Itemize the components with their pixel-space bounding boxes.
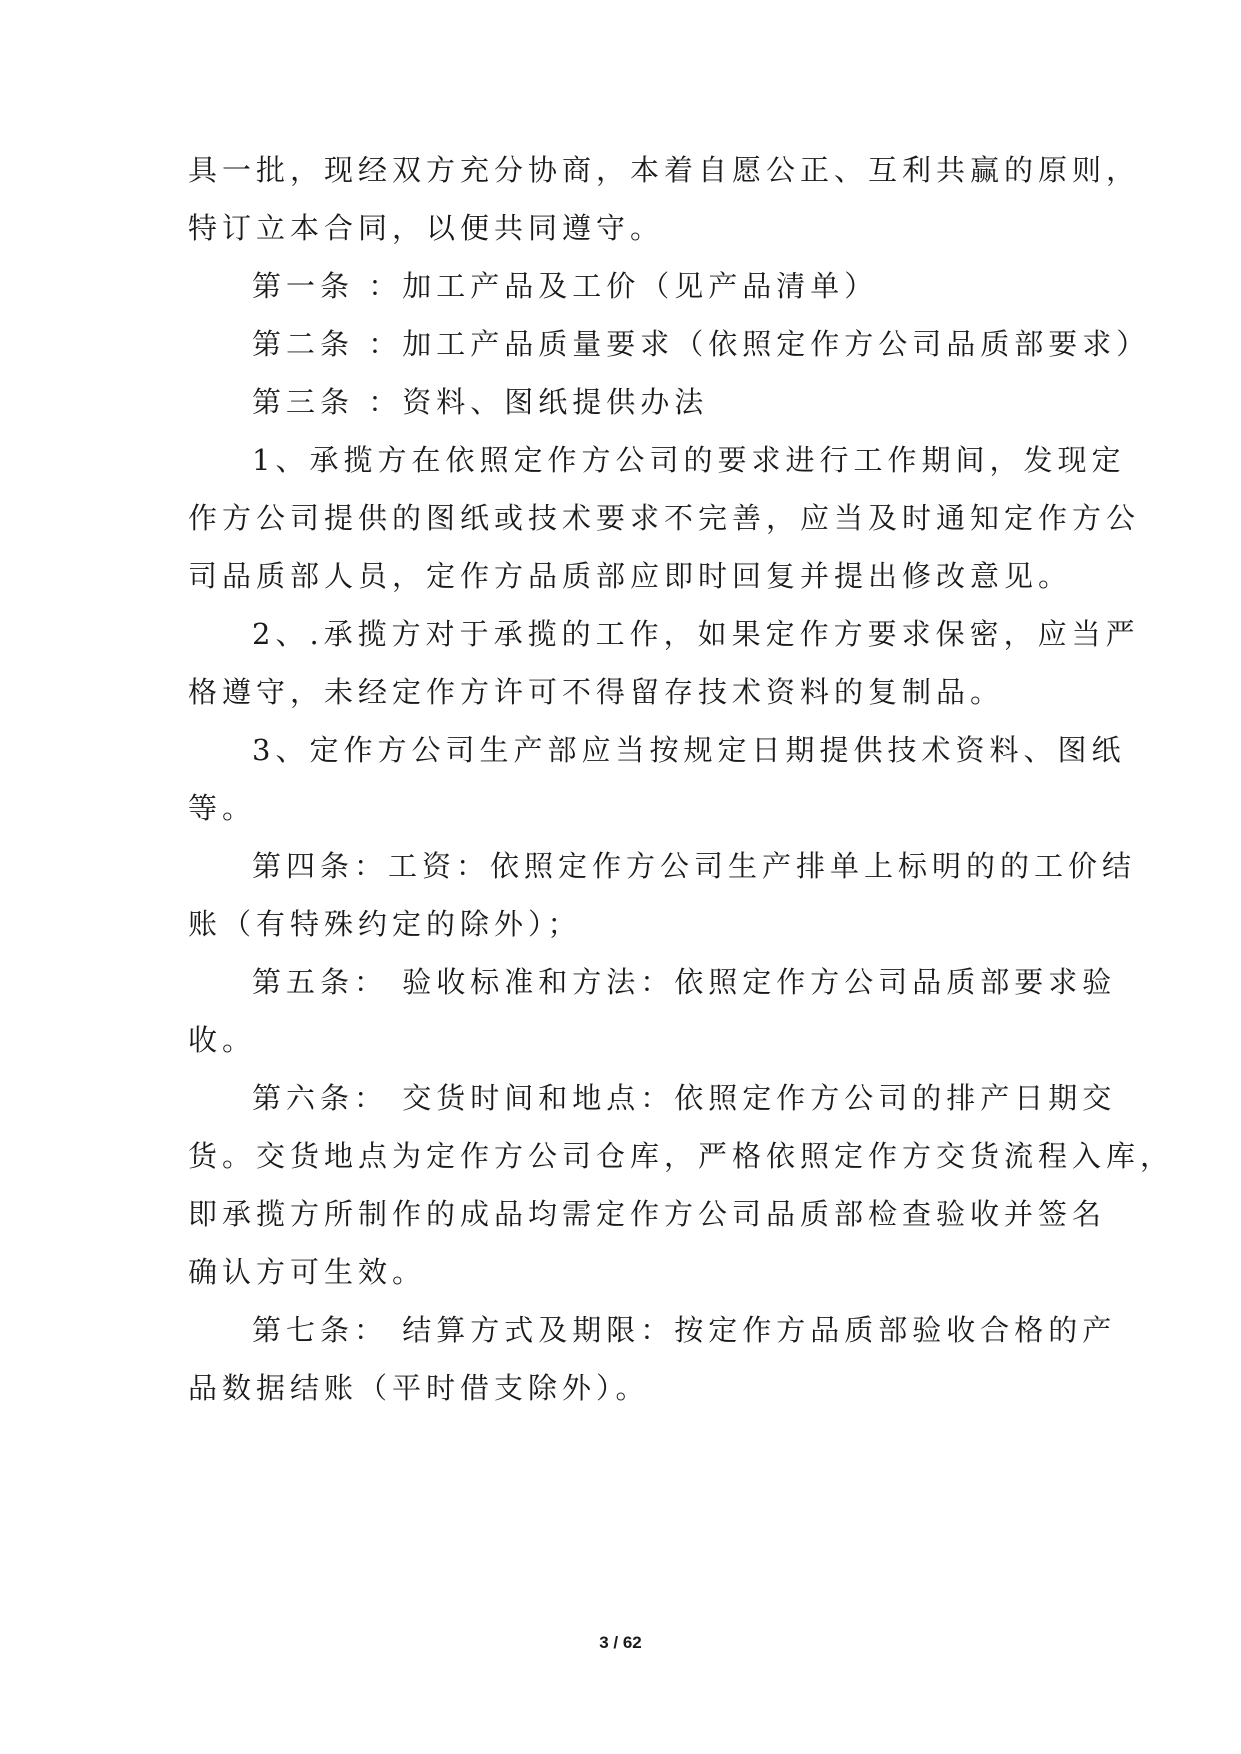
article-heading: 第五条： 验收标准和方法：依照定作方公司品质部要求验: [252, 965, 1117, 999]
article-heading: 第二条 ：加工产品质量要求（依照定作方公司品质部要求）: [252, 327, 1151, 361]
body-text-line: 品数据结账（平时借支除外）。: [188, 1371, 650, 1405]
article-heading: 第一条 ：加工产品及工价（见产品清单）: [252, 269, 879, 303]
list-item-text: 3、定作方公司生产部应当按规定日期提供技术资料、图纸: [252, 733, 1126, 767]
article-heading: 第七条： 结算方式及期限：按定作方品质部验收合格的产: [252, 1313, 1117, 1347]
article-heading: 第三条 ：资料、图纸提供办法: [252, 385, 709, 419]
body-text-line: 特订立本合同，以便共同遵守。: [188, 211, 665, 245]
article-heading: 第四条：工资：依照定作方公司生产排单上标明的的工价结: [252, 849, 1137, 883]
body-text-line: 即承揽方所制作的成品均需定作方公司品质部检查验收并签名: [188, 1197, 1107, 1231]
body-text-line: 确认方可生效。: [188, 1255, 427, 1289]
body-text-line: 具一批，现经双方充分协商，本着自愿公正、互利共赢的原则，: [188, 153, 1141, 187]
article-heading: 第六条： 交货时间和地点：依照定作方公司的排产日期交: [252, 1081, 1117, 1115]
body-text-line: 司品质部人员，定作方品质部应即时回复并提出修改意见。: [188, 559, 1073, 593]
body-text-line: 收。: [188, 1023, 257, 1057]
body-text-line: 等。: [188, 791, 257, 825]
body-text-line: 账（有特殊约定的除外）；: [188, 907, 582, 941]
body-text-line: 格遵守，未经定作方许可不得留存技术资料的复制品。: [188, 675, 1005, 709]
body-text-line: 货。交货地点为定作方公司仓库，严格依照定作方交货流程入库，: [188, 1139, 1175, 1173]
page-number: 3 / 62: [599, 1633, 642, 1652]
list-item-text: 1、承揽方在依照定作方公司的要求进行工作期间，发现定: [252, 443, 1126, 477]
list-item-text: 2、.承揽方对于承揽的工作，如果定作方要求保密，应当严: [252, 617, 1140, 651]
body-text-line: 作方公司提供的图纸或技术要求不完善，应当及时通知定作方公: [188, 501, 1141, 535]
